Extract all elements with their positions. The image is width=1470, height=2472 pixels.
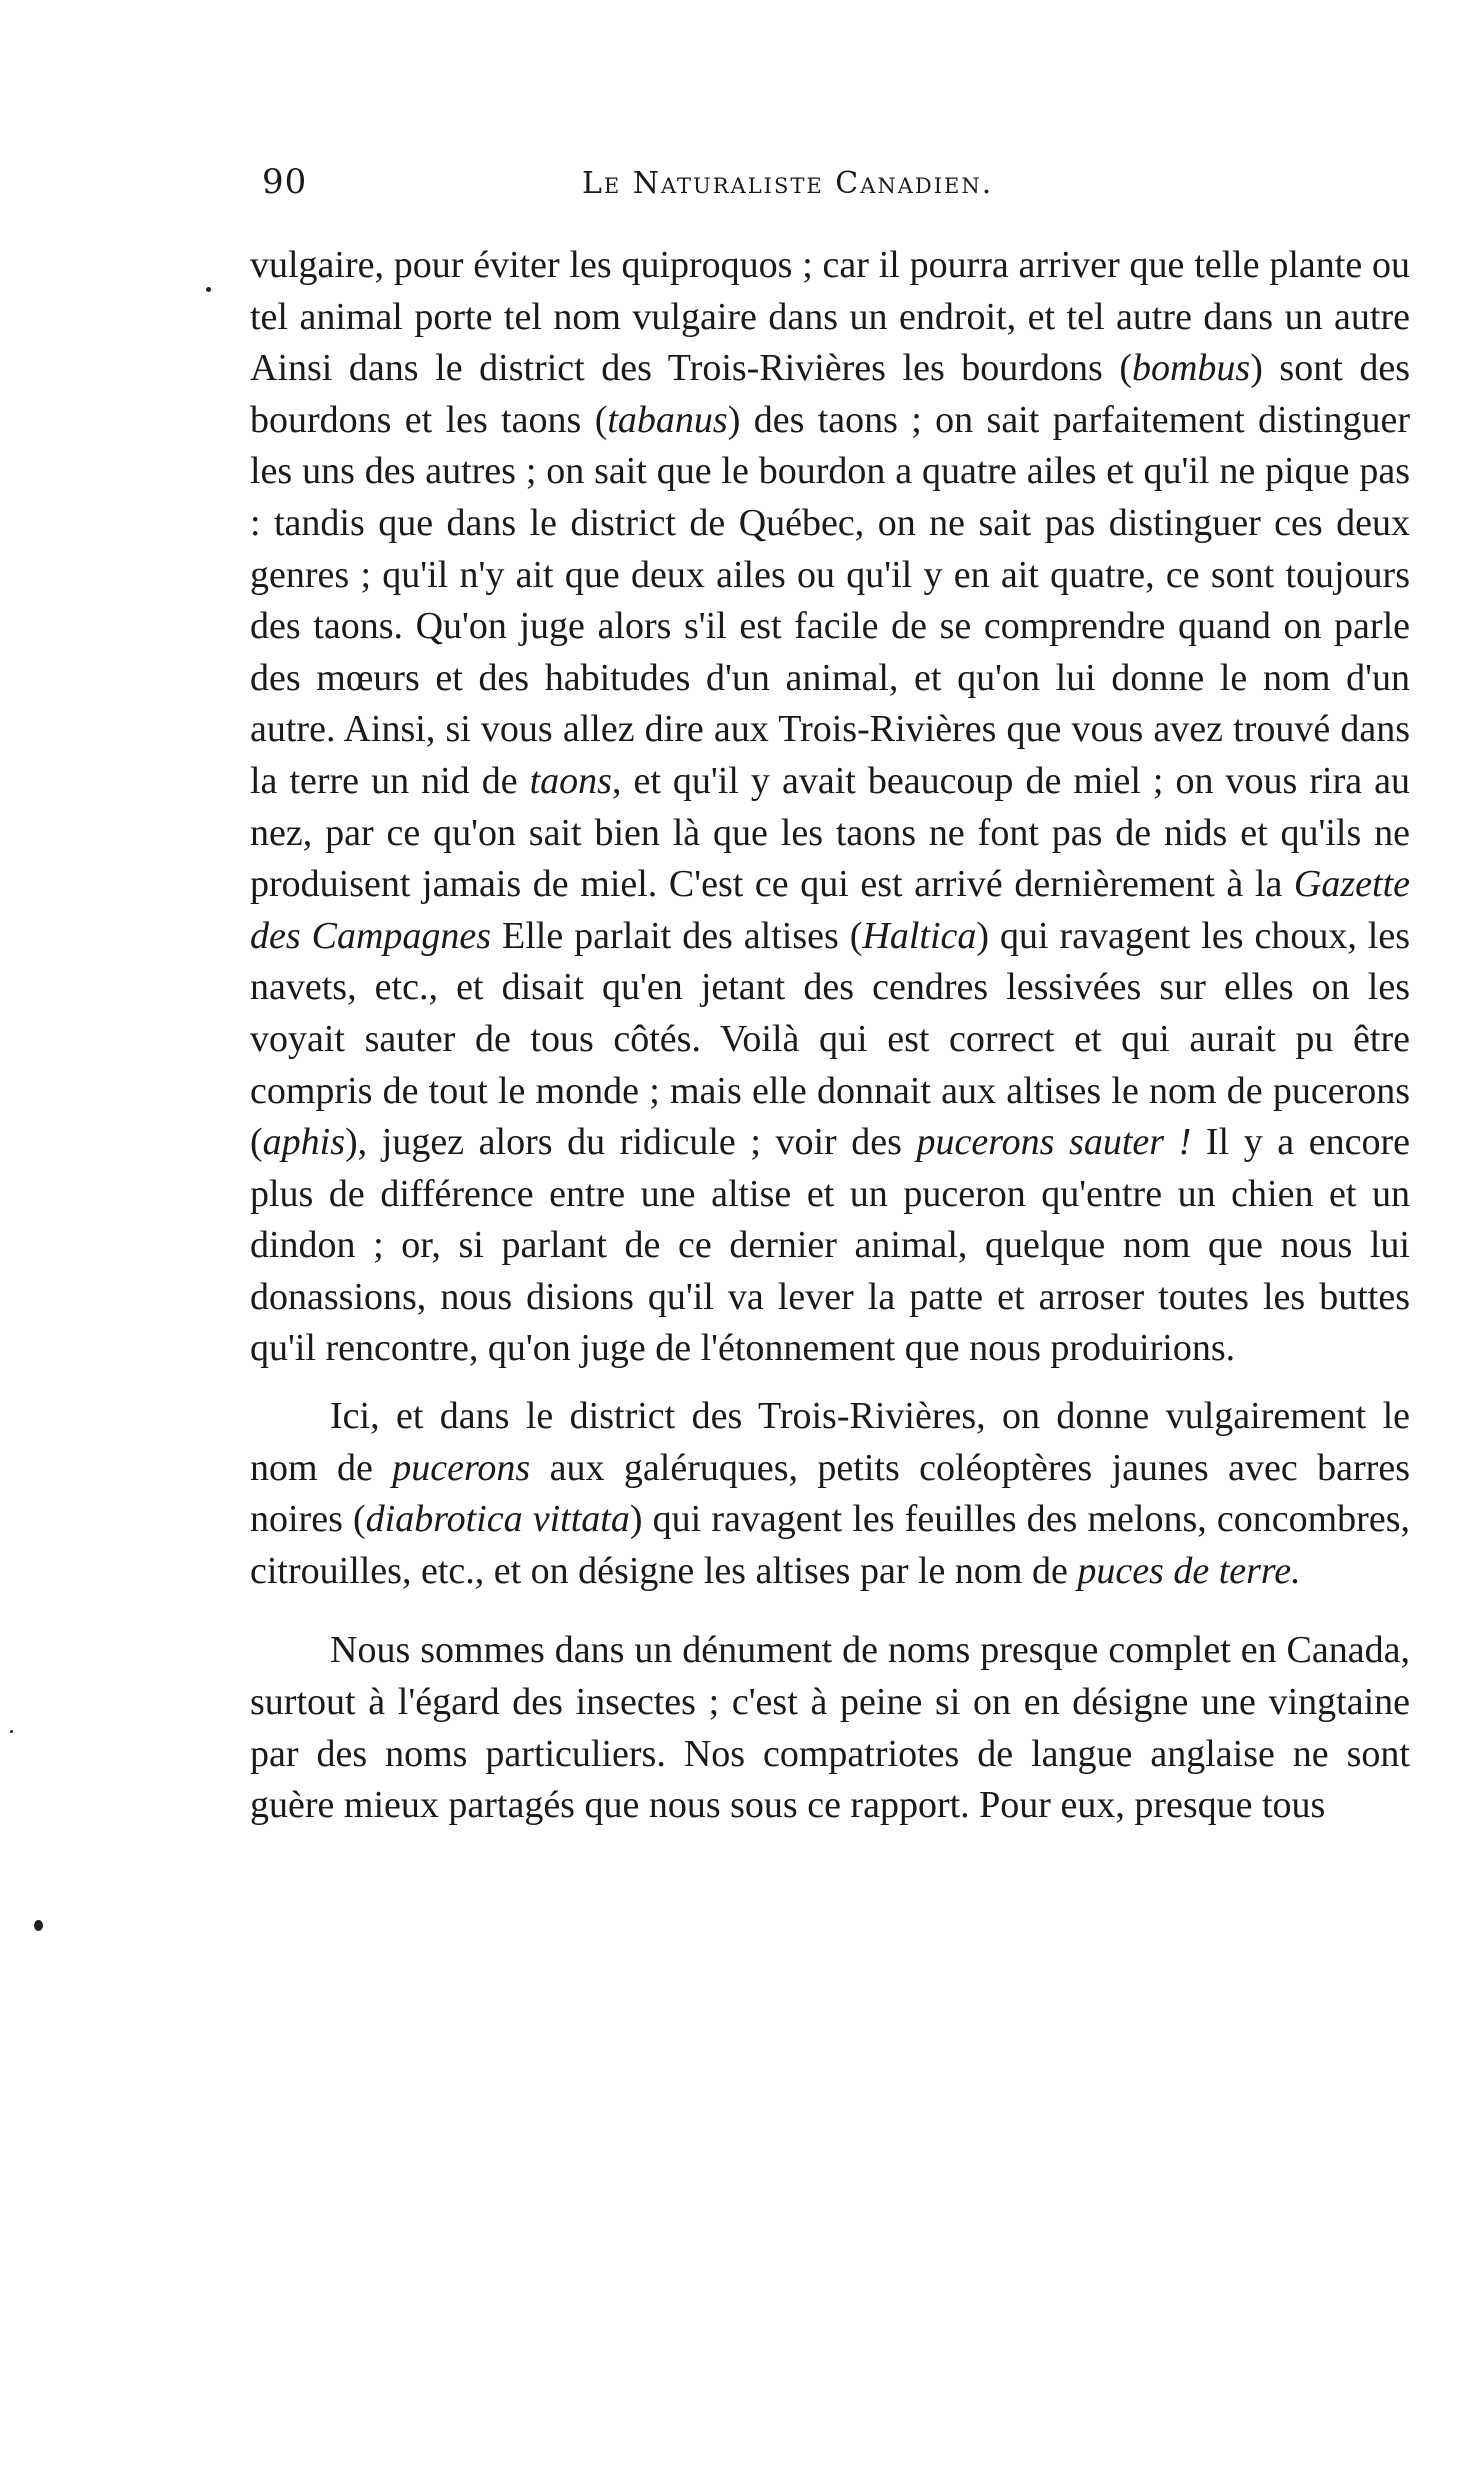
body-text xyxy=(250,240,1410,1832)
text-span: ) des taons ; on sait parfaitement distinguer les uns des autres ; on sait que le bourdon a quatre ailes et qu'il ne pique pas : tandis que dans le district de Québec, on ne sait pas distinguer ces deux genres ; qu'il n'y ait que deux ailes ou qu'il y en ait quatre, ce sont toujours des taons. Qu'on juge alors s'il est facile de se comprendre quand on parle des mœurs et des habitudes d'un animal, et qu'on lui donne le nom d'un autre. Ainsi, si vous allez dire aux Trois-Rivières que vous avez trouvé dans la terre un nid de xyxy=(250,398,1410,802)
italic-term: Gazette des Campagnes xyxy=(250,863,1410,957)
margin-speck xyxy=(10,1730,13,1733)
text-span: ) qui ravagent les choux, les navets, etc., et disait qu'en jetant des cendres lessivées sur elles on les voyait sauter de tous côtés. Voilà qui est correct et qui aurait pu être compris de tout le monde ; mais elle donnait aux altises le nom de pucerons ( xyxy=(250,914,1410,1164)
text-span: ), jugez alors du ridicule ; voir des xyxy=(345,1121,917,1164)
text-span: ) qui ravagent les feuilles des melons, concombres, citrouilles, etc., et on désigne les altises par le nom de xyxy=(250,1498,1410,1592)
italic-term: pucerons xyxy=(392,1446,531,1489)
italic-term: aphis xyxy=(262,1121,346,1164)
paragraph-2 xyxy=(250,1391,1410,1597)
text-span: ) sont des bourdons et les taons ( xyxy=(250,347,1410,441)
italic-term: taons xyxy=(529,759,612,802)
text-span: Elle parlait des altises ( xyxy=(491,914,863,957)
page-number: 90 xyxy=(262,162,308,202)
italic-term: tabanus xyxy=(607,398,728,441)
text-span: Nous sommes dans un dénument de noms presque complet en Canada, surtout à l'égard des insectes ; c'est à peine si on en désigne une vingtaine par des noms particuliers. Nos compatriotes de langue anglaise ne sont guère mieux partagés que nous sous ce rapport. Pour eux, presque tous xyxy=(250,1629,1410,1827)
italic-term: puces de terre. xyxy=(1077,1549,1301,1592)
italic-term: Haltica xyxy=(862,914,977,957)
margin-speck xyxy=(34,1920,43,1931)
text-span: Ici, et dans le district des Trois-Rivières, on donne vulgairement le nom de xyxy=(250,1395,1410,1489)
page-header xyxy=(262,162,1412,212)
margin-speck xyxy=(206,287,211,292)
italic-term: diabrotica vittata xyxy=(365,1498,630,1541)
italic-term: bombus xyxy=(1131,347,1251,390)
running-title: Le Naturaliste Canadien. xyxy=(582,166,994,201)
text-span: , et qu'il y avait beaucoup de miel ; on vous rira au nez, par ce qu'on sait bien là que les taons ne font pas de nids et qu'ils ne produisent jamais de miel. C'est ce qui est arrivé dernièrement à la xyxy=(250,759,1410,906)
text-span: aux galéruques, petits coléoptères jaunes avec barres noires ( xyxy=(250,1446,1410,1541)
paragraph-3 xyxy=(250,1625,1410,1831)
text-span: vulgaire, pour éviter les quiproquos ; car il pourra arriver que telle plante ou tel animal porte tel nom vulgaire dans un endroit, et tel autre dans un autre Ainsi dans le district des Trois-Rivières les bourdons ( xyxy=(250,244,1410,390)
paragraph-1 xyxy=(250,240,1410,1375)
text-span: Il y a encore plus de différence entre une altise et un puceron qu'entre un chien et un dindon ; or, si parlant de ce dernier animal, quelque nom que nous lui donassions, nous disions qu'il va lever la patte et arroser toutes les buttes qu'il rencontre, qu'on juge de l'étonnement que nous produirions. xyxy=(250,1121,1410,1370)
italic-term: pucerons sauter ! xyxy=(916,1121,1192,1164)
